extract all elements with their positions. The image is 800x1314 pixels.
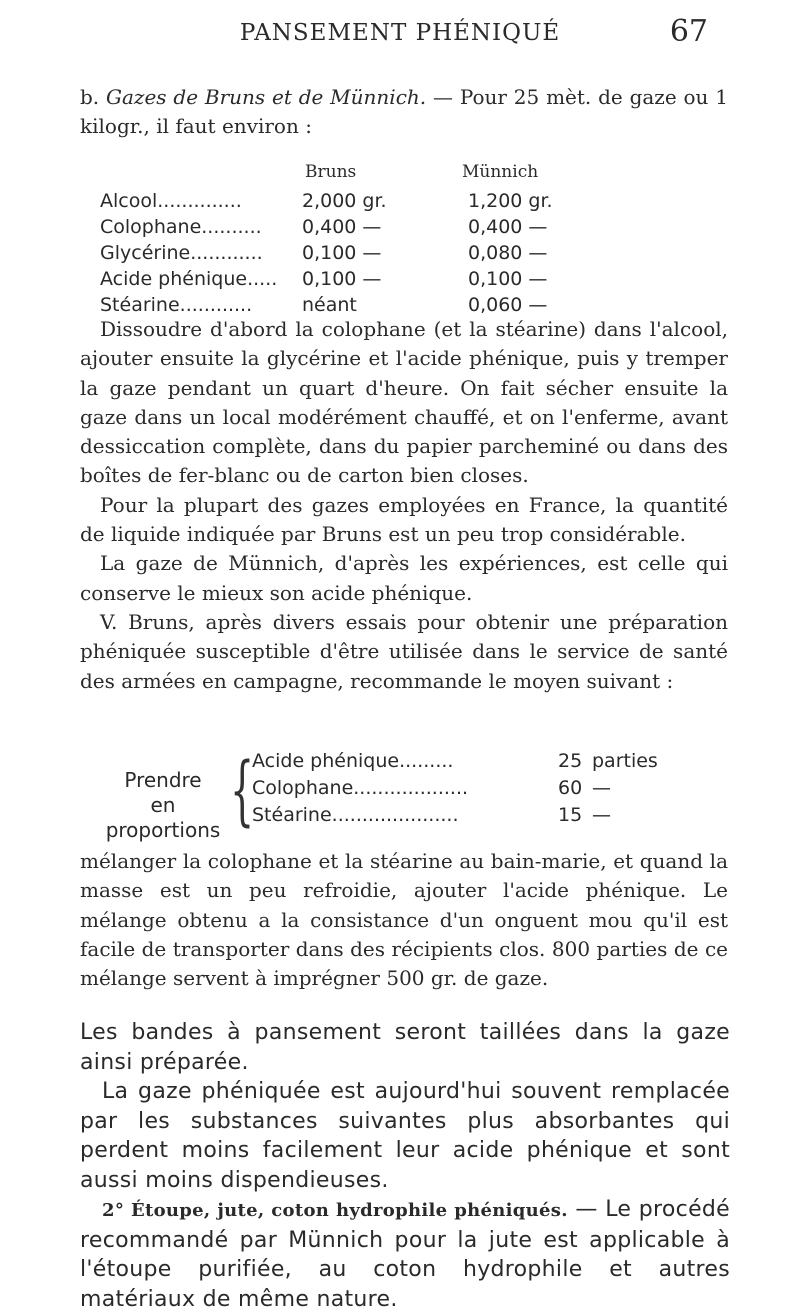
- table-row: [100, 190, 740, 217]
- ingredient-label: Colophane..........: [100, 216, 262, 238]
- munnich-value: 0,100 —: [468, 268, 548, 290]
- column-header-bruns: Bruns: [305, 162, 357, 182]
- quantity: 60: [558, 777, 583, 799]
- page-header: [0, 14, 800, 54]
- intro-line: [80, 83, 728, 142]
- paragraph: V. Bruns, après divers essais pour obtenir une préparation phéniquée susceptible d'être utilisée dans le service de santé des armées en campagne, recommande le moyen suivant :: [80, 609, 728, 693]
- paragraph: La gaze de Münnich, d'après les expériences, est celle qui conserve le mieux son acide phénique.: [80, 551, 728, 605]
- table-row: [100, 216, 740, 243]
- paragraph: mélanger la colophane et la stéarine au bain-marie, et quand la masse est un peu refroidie, ajouter l'acide phénique. Le mélange obtenu a la consistance d'un onguent mou qu'il est facile de transporter dans des récipients clos. 800 parties de ce mélange servent à imprégner 500 gr. de gaze.: [80, 849, 728, 991]
- proportions-line: en proportions: [105, 793, 221, 842]
- bandages-section: [80, 1018, 730, 1314]
- ingredient-label: Colophane...................: [252, 777, 469, 799]
- table-row: [80, 777, 730, 804]
- subsection-heading: 2° Étoupe, jute, coton hydrophile phéniqués.: [102, 1200, 568, 1221]
- bruns-value: 0,100 —: [302, 242, 382, 264]
- paragraph: Dissoudre d'abord la colophane (et la stéarine) dans l'alcool, ajouter ensuite la glycérine et l'acide phénique, puis y tremper la gaze pendant un quart d'heure. On fait sécher ensuite la gaze dans un local modérément chauffé, et on l'enferme, avant dessiccation complète, dans du papier parcheminé ou dans des boîtes de fer-blanc ou de carton bien closes.: [80, 317, 728, 488]
- ingredient-label: Glycérine............: [100, 242, 263, 264]
- table-row: [100, 268, 740, 295]
- paragraph: Les bandes à pansement seront taillées dans la gaze ainsi préparée.: [80, 1020, 730, 1075]
- proportions-table: [80, 745, 730, 842]
- ingredient-label: Stéarine.....................: [252, 804, 459, 826]
- main-text: [80, 315, 728, 696]
- subsection-text: — Le procédé recommandé par Münnich pour la jute est applicable à l'étoupe purifiée, au coton hydrophile et autres matériaux de même nature.: [80, 1197, 730, 1312]
- quantity: 25: [558, 750, 583, 772]
- quantity: 15: [558, 804, 583, 826]
- paragraph: Pour la plupart des gazes employées en France, la quantité de liquide indiquée par Bruns est un peu trop considérable.: [80, 492, 728, 547]
- page-number: 67: [669, 14, 708, 49]
- table-row: [100, 242, 740, 269]
- section-label: b.: [80, 85, 100, 109]
- ingredient-label: Stéarine............: [100, 294, 253, 316]
- running-title: PANSEMENT PHÉNIQUÉ: [239, 20, 561, 46]
- column-header-munnich: Münnich: [462, 162, 539, 182]
- intro-paragraph: [80, 83, 728, 142]
- unit: —: [592, 777, 611, 799]
- bruns-value: 2,000 gr.: [302, 190, 387, 212]
- after-table-text: [80, 847, 728, 993]
- munnich-value: 0,400 —: [468, 216, 548, 238]
- paragraph: La gaze phéniquée est aujourd'hui souvent remplacée par les substances suivantes plus absorbantes qui perdent moins facilement leur acide phénique et sont aussi moins dispendieuses.: [80, 1079, 730, 1193]
- section-title: Gazes de Bruns et de Münnich.: [106, 85, 427, 109]
- ingredient-label: Acide phénique.........: [252, 750, 454, 772]
- curly-brace: {: [230, 745, 255, 834]
- bruns-value: néant: [302, 294, 357, 316]
- bruns-value: 0,400 —: [302, 216, 382, 238]
- paragraph: [80, 1195, 730, 1314]
- munnich-value: 0,060 —: [468, 294, 548, 316]
- bruns-value: 0,100 —: [302, 268, 382, 290]
- munnich-value: 0,080 —: [468, 242, 548, 264]
- prendre-line: Prendre: [124, 768, 202, 792]
- table-row: [80, 804, 730, 831]
- unit: —: [592, 804, 611, 826]
- intro-text: — Pour 25 mèt. de gaze ou 1 kilogr., il faut environ :: [80, 85, 728, 139]
- ingredient-label: Alcool..............: [100, 190, 242, 212]
- munnich-value: 1,200 gr.: [468, 190, 553, 212]
- ingredient-label: Acide phénique.....: [100, 268, 278, 290]
- table-row: [80, 750, 730, 777]
- unit: parties: [592, 750, 658, 772]
